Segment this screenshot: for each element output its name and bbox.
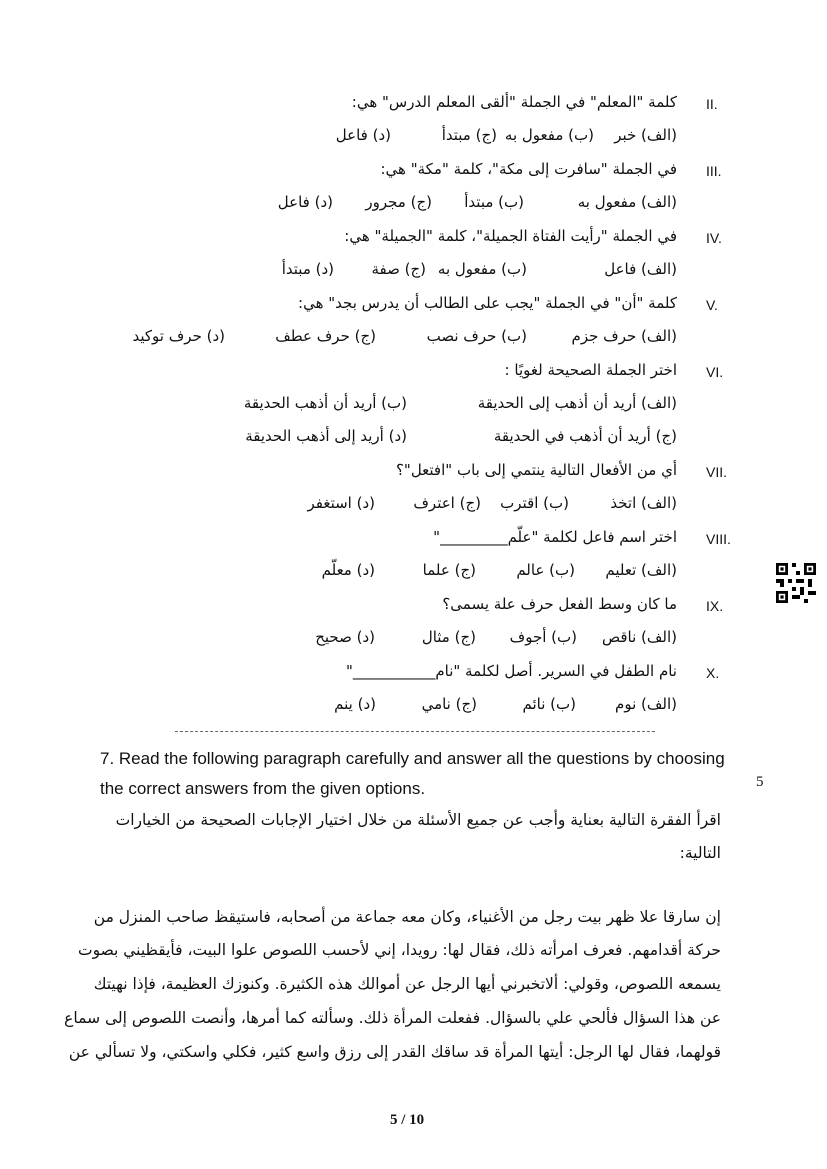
option-d: (د) استغفر [307, 494, 375, 512]
question-text: كلمة "أن" في الجملة "يجب على الطالب أن يدرس بجد" هي: [298, 294, 677, 312]
q7-english-line2: the correct answers from the given options. [100, 779, 426, 798]
option-b: (ب) مفعول به [437, 260, 527, 278]
option-c: (ج) أريد أن أذهب في الحديقة [493, 427, 677, 445]
option-c: (ج) اعترف [413, 494, 481, 512]
passage-line: عن هذا السؤال فألحي علي بالسؤال. ففعلت المرأة ذلك. وسألته كما أمرها، وأنصت اللصوص إلى سماع [64, 1009, 721, 1027]
question-number: VIII. [706, 531, 731, 547]
passage-line: يسمعه اللصوص، وقولي: ألاتخبرني أيها الرجل عن أموالك هذه الكثيرة. وكنوزك العظيمة، فإذا نهيتك [93, 975, 721, 993]
option-b: (ب) حرف نصب [426, 327, 527, 345]
question-marks: 5 [756, 774, 764, 790]
option-c: (ج) مجرور [365, 193, 432, 211]
question-number: III. [706, 163, 722, 179]
option-b: (ب) أجوف [509, 628, 577, 646]
option-d: (د) صحيح [315, 628, 375, 646]
option-c: (ج) مبتدأ [441, 126, 497, 144]
option-a: (الف) نوم [615, 695, 677, 713]
page-number: 5 / 10 [390, 1112, 425, 1128]
option-a: (الف) اتخذ [610, 494, 677, 512]
option-d: (د) حرف توكيد [132, 327, 225, 345]
qr-code-icon [776, 563, 816, 603]
option-b: (ب) مفعول به [504, 126, 594, 144]
question-text: أي من الأفعال التالية ينتمي إلى باب "افتعل"؟ [395, 461, 677, 479]
q7-english-line1: 7. Read the following paragraph carefully and answer all the questions by choosing [100, 749, 725, 768]
option-b: (ب) نائم [522, 695, 576, 713]
question-number: V. [706, 297, 718, 313]
passage-line: إن سارقا علا ظهر بيت رجل من الأغنياء، وكان معه جماعة من أصحابه، فاستيقظ صاحب المنزل من [93, 908, 721, 926]
option-a: (الف) تعليم [605, 561, 677, 579]
option-c: (ج) نامي [421, 695, 477, 713]
question-number: IV. [706, 230, 722, 246]
option-c: (ج) حرف عطف [275, 327, 376, 345]
passage-line: قولهما، فقال لها الرجل: أيتها المرأة قد ساقك القدر إلى رزق واسع كثير، فكلي واسكتي، ولا تسألي عن [68, 1043, 721, 1061]
question-number: VII. [706, 464, 728, 480]
q7-arabic-line2: التالية: [679, 844, 721, 862]
option-a: (الف) أريد أن أذهب إلى الحديقة [477, 394, 677, 412]
option-d: (د) أريد إلى أذهب الحديقة [245, 427, 407, 445]
option-a: (الف) مفعول به [577, 193, 677, 211]
question-text: نام الطفل في السرير. أصل لكلمة "نام___________" [345, 662, 677, 680]
option-c: (ج) مثال [421, 628, 476, 646]
question-text: في الجملة "سافرت إلى مكة"، كلمة "مكة" هي: [380, 160, 677, 178]
question-number: VI. [706, 364, 724, 380]
question-number: II. [706, 96, 718, 112]
question-text: ما كان وسط الفعل حرف علة يسمى؟ [442, 595, 677, 613]
section-divider [175, 731, 655, 732]
option-b: (ب) عالم [516, 561, 575, 579]
question-text: في الجملة "رأيت الفتاة الجميلة"، كلمة "الجميلة" هي: [344, 227, 677, 245]
question-number: X. [706, 665, 720, 681]
question-text: اختر اسم فاعل لكلمة "علّم_________" [433, 528, 677, 546]
question-text: اختر الجملة الصحيحة لغويًا : [504, 361, 677, 379]
option-d: (د) مبتدأ [281, 260, 334, 278]
option-a: (الف) خبر [614, 126, 677, 144]
option-d: (د) فاعل [335, 126, 391, 144]
option-a: (الف) ناقص [601, 628, 677, 646]
question-number: IX. [706, 598, 724, 614]
option-d: (د) ينم [334, 695, 376, 713]
option-d: (د) فاعل [277, 193, 333, 211]
option-a: (الف) فاعل [604, 260, 677, 278]
option-a: (الف) حرف جزم [571, 327, 677, 345]
option-d: (د) معلّم [321, 561, 375, 579]
passage-line: حركة أقدامهم. فعرف امرأته ذلك، فقال لها: رويدا، إني لأحسب اللصوص علوا البيت، فأيقظيني بصوت [77, 941, 721, 959]
option-c: (ج) صفة [371, 260, 426, 278]
option-b: (ب) مبتدأ [464, 193, 524, 211]
question-text: كلمة "المعلم" في الجملة "ألقى المعلم الدرس" هي: [351, 93, 677, 111]
option-c: (ج) علما [422, 561, 476, 579]
option-b: (ب) اقترب [500, 494, 569, 512]
option-b: (ب) أريد أن أذهب الحديقة [243, 394, 407, 412]
q7-arabic-line1: اقرأ الفقرة التالية بعناية وأجب عن جميع الأسئلة من خلال اختيار الإجابات الصحيحة من الخيارات [115, 811, 721, 829]
